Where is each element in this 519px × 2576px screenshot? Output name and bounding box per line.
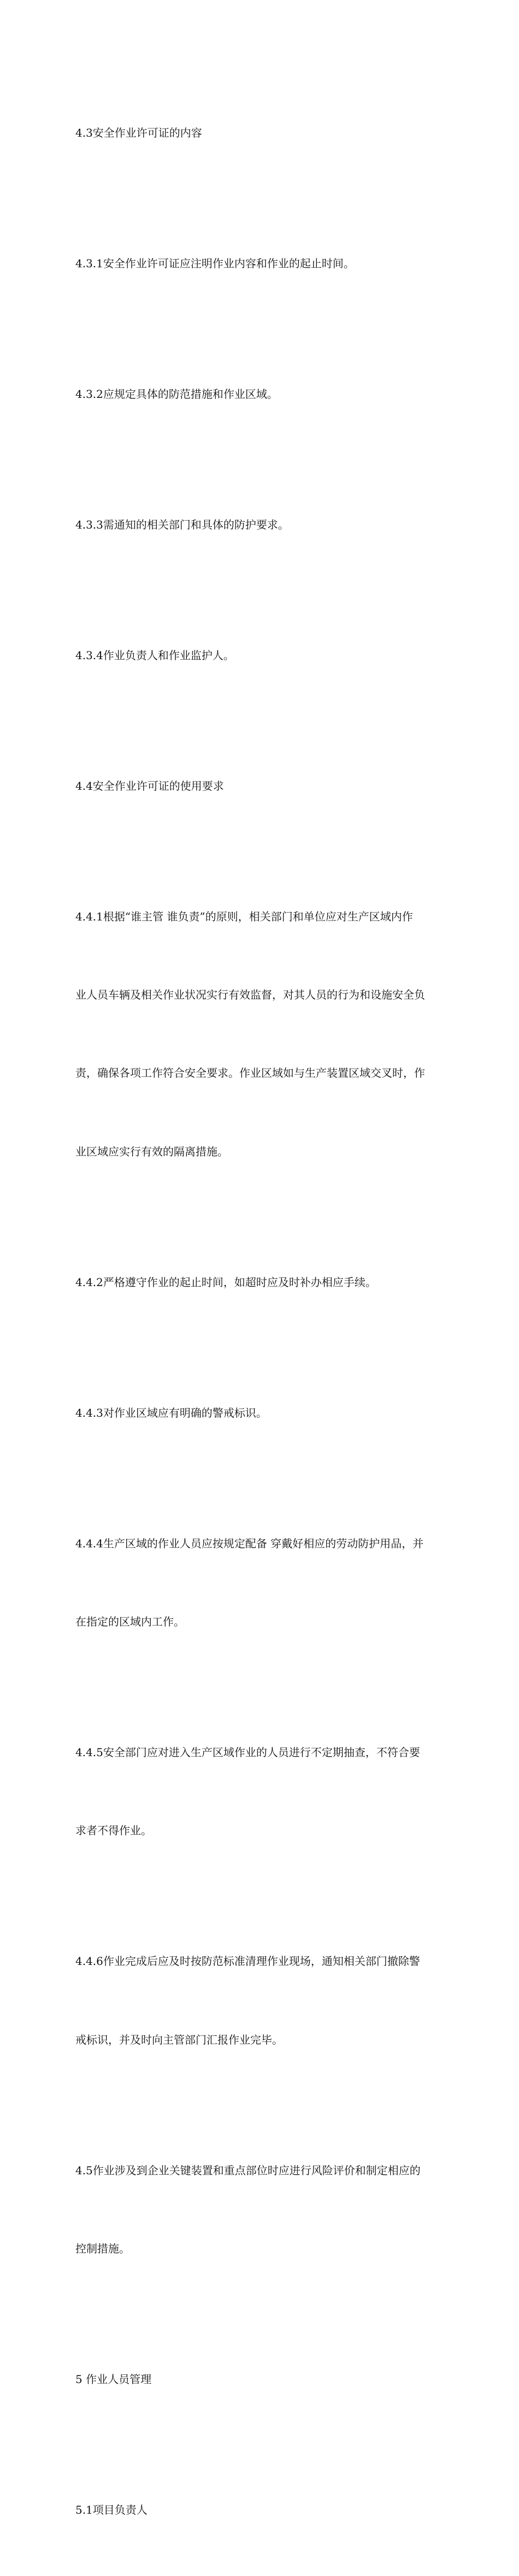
text-line: 4.4.6作业完成后应及时按防范标准清理作业现场，通知相关部门撤除警 (75, 1955, 420, 1968)
clause-4-4-1 (75, 852, 452, 1217)
text-line: 4.4.1根据“谁主管 谁负责”的原则，相关部门和单位应对生产区域内作 (75, 909, 413, 923)
clause-4-3-3 (75, 460, 452, 590)
clause-4-4-2 (75, 1217, 452, 1348)
clause-4-4-6 (75, 1897, 452, 2105)
text-line: 4.3.3需通知的相关部门和具体的防护要求。 (75, 518, 289, 531)
section-heading-5 (75, 2315, 452, 2445)
text-line: 戒标识，并及时向主管部门汇报作业完毕。 (75, 2033, 283, 2046)
clause-4-5 (75, 2105, 452, 2314)
text-line: 5.1项目负责人 (75, 2503, 148, 2517)
text-line: 4.3.4作业负责人和作业监护人。 (75, 648, 234, 662)
text-line: 4.3.1安全作业许可证应注明作业内容和作业的起止时间。 (75, 256, 355, 270)
clause-4-4-5 (75, 1687, 452, 1896)
text-line: 4.4.2严格遵守作业的起止时间，如超时应及时补办相应手续。 (75, 1275, 376, 1289)
section-heading-5-1 (75, 2445, 452, 2576)
section-heading-4-3 (75, 68, 452, 198)
text-line: 4.3安全作业许可证的内容 (75, 126, 202, 139)
text-line: 4.4.5安全部门应对进入生产区域作业的人员进行不定期抽查，不符合要 (75, 1746, 420, 1759)
clause-4-4-4 (75, 1478, 452, 1687)
text-line: 4.4.3对作业区域应有明确的警戒标识。 (75, 1406, 267, 1419)
clause-4-4-3 (75, 1348, 452, 1478)
text-line: 4.4安全作业许可证的使用要求 (75, 779, 224, 793)
text-line: 责，确保各项工作符合安全要求。作业区域如与生产装置区域交叉时，作 (75, 1066, 425, 1080)
clause-4-3-2 (75, 329, 452, 460)
text-line: 4.3.2应规定具体的防范措施和作业区域。 (75, 387, 278, 401)
clause-4-3-1 (75, 198, 452, 329)
text-line: 求者不得作业。 (75, 1824, 152, 1838)
text-line: 在指定的区域内工作。 (75, 1615, 185, 1629)
text-line: 4.5作业涉及到企业关键装置和重点部位时应进行风险评价和制定相应的 (75, 2163, 421, 2177)
text-line: 控制措施。 (75, 2242, 130, 2256)
text-line: 5 作业人员管理 (75, 2373, 152, 2386)
text-line: 业区域应实行有效的隔离措施。 (75, 1145, 228, 1158)
text-line: 业人员车辆及相关作业状况实行有效监督，对其人员的行为和设施安全负 (75, 988, 425, 1001)
section-heading-4-4 (75, 721, 452, 852)
document-body (75, 68, 452, 2576)
clause-4-3-4 (75, 590, 452, 721)
text-line: 4.4.4生产区域的作业人员应按规定配备 穿戴好相应的劳动防护用品，并 (75, 1536, 424, 1550)
